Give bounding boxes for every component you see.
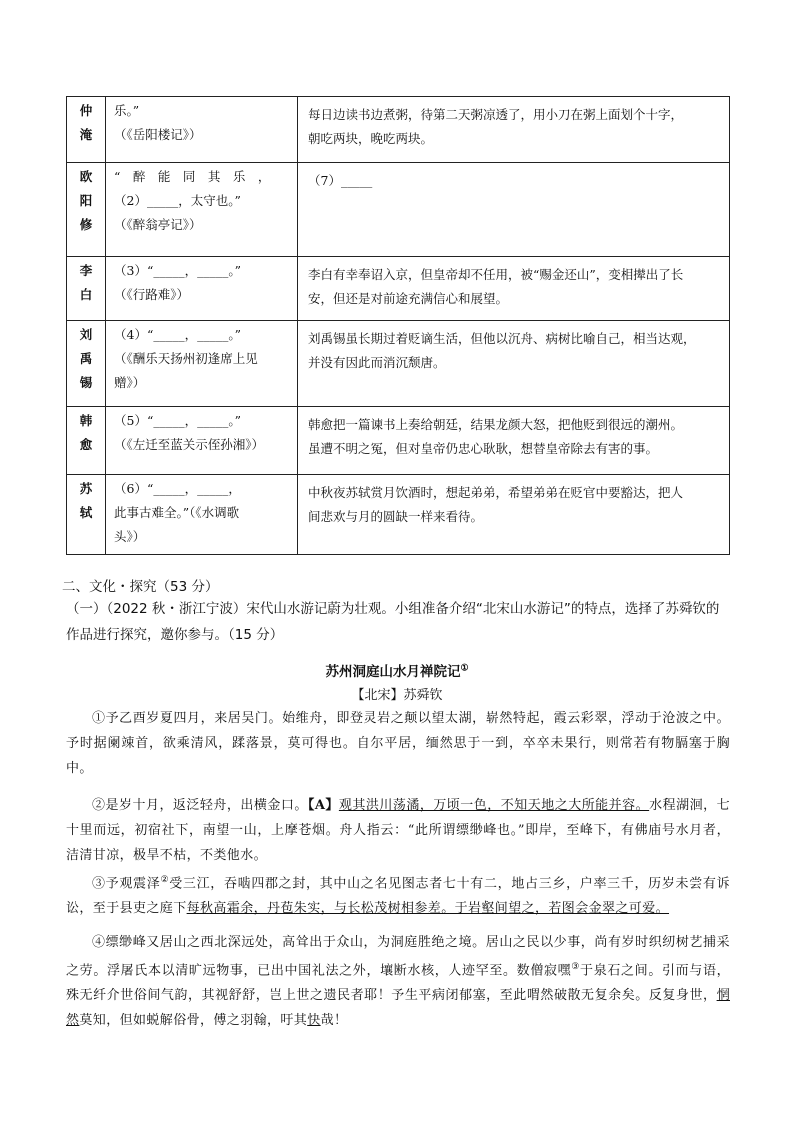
quote-line: （《岳阳楼记》）	[114, 127, 202, 142]
paragraph-text: 莫知，但如蜕解俗骨，傅之羽翰，吁其	[79, 1013, 308, 1029]
quote-line: （3）“_____，_____。”	[114, 263, 241, 278]
footnote-mark: ③	[571, 962, 581, 972]
essay-title-text: 苏州洞庭山水月禅院记	[325, 664, 461, 680]
poet-name-char: 苏	[79, 481, 93, 496]
quote-line: （4）“_____，_____。”	[114, 327, 241, 342]
quote-line: 头》）	[114, 529, 146, 544]
footnote-mark: ②	[160, 875, 170, 885]
table-row	[67, 163, 730, 257]
description-cell	[298, 321, 730, 407]
paragraph-text: ②是岁十月，返泛轻舟，出横金口。	[92, 798, 308, 813]
description-line: 中秋夜苏轼赏月饮酒时，想起弟弟，希望弟弟在贬官中要豁达，把人	[308, 485, 684, 500]
description-line: 并没有因此而消沉颓唐。	[308, 355, 446, 370]
quote-cell	[106, 97, 298, 163]
description-cell	[298, 163, 730, 257]
description-cell	[298, 257, 730, 321]
quote-line: 此事古难全。”（《水调歌	[114, 505, 240, 520]
paragraph-text: 水程湖洄，七十里而远，初宿社下，南望一山，上摩苍烟。舟人指云：“此所谓缥缈峰也。”即岸，至峰下，有佛庙号水月者，洁清甘凉，极旱不枯，不类他水。	[66, 798, 730, 863]
table-row	[67, 321, 730, 407]
poet-name-char: 刘	[79, 327, 93, 342]
table-row	[67, 97, 730, 163]
quote-line: 乐。”	[114, 103, 140, 118]
description-line: 间悲欢与月的圆缺一样来看待。	[308, 509, 484, 524]
poet-name-cell	[67, 475, 106, 555]
quote-cell	[106, 321, 298, 407]
poet-name-char: 愈	[79, 437, 93, 452]
quote-cell	[106, 475, 298, 555]
description-line: 朝吃两块，晚吃两块。	[308, 131, 434, 146]
underlined-sentence-b: 每秋高霜余，丹苞朱实，与长松茂树相参差。于岩壑间望之，若图会金翠之可爱。	[186, 901, 670, 917]
description-line: （7）_____	[308, 173, 373, 188]
essay-author: 【北宋】苏舜钦	[351, 688, 443, 703]
poet-name-char: 轼	[79, 505, 93, 520]
footnote-mark: ①	[460, 663, 469, 674]
quote-cell	[106, 257, 298, 321]
quote-line: （《酬乐天扬州初逢席上见	[114, 351, 258, 366]
poet-name-char: 禹	[79, 351, 93, 366]
poet-name-cell	[67, 407, 106, 475]
intro-paragraph: （一）（2022 秋・浙江宁波）宋代山水游记蔚为壮观。小组准备介绍“北宋山水游记”的特点，选择了苏舜钦的作品进行探究，邀你参与。（15 分）	[66, 601, 720, 643]
section-heading: 二、文化・探究（53 分）	[62, 579, 219, 595]
table-row	[67, 407, 730, 475]
poet-name-char: 白	[79, 287, 93, 302]
quote-line: 赠》）	[114, 375, 146, 390]
description-line: 每日边读书边煮粥，待第二天粥凉透了，用小刀在粥上面划个十字，	[308, 107, 684, 122]
table-row	[67, 257, 730, 321]
poets-table	[66, 96, 730, 555]
poet-name-char: 阳	[79, 193, 93, 208]
description-line: 韩愈把一篇谏书上奏给朝廷，结果龙颜大怒，把他贬到很远的潮州。	[308, 417, 684, 432]
underlined-word: 惘然	[66, 988, 730, 1029]
table-row	[67, 475, 730, 555]
quote-cell	[106, 163, 298, 257]
poet-name-char: 修	[79, 217, 93, 232]
description-cell	[298, 407, 730, 475]
quote-line: （《醉翁亭记》）	[114, 217, 202, 232]
essay-paragraph-3	[66, 868, 730, 921]
essay-paragraph-2	[66, 793, 730, 868]
poet-name-cell	[67, 257, 106, 321]
essay-paragraph-1	[66, 706, 730, 781]
poet-name-char: 仲	[79, 103, 93, 118]
quote-line: （《行路难》）	[114, 287, 190, 302]
quote-line: （5）“_____，_____。”	[114, 413, 241, 428]
underlined-word: 快	[307, 1013, 321, 1029]
quote-line: （2）_____，太守也。”	[114, 193, 241, 208]
poet-name-char: 淹	[79, 127, 93, 142]
description-cell	[298, 97, 730, 163]
annotation-mark-a: 【A】	[307, 798, 339, 813]
essay-paragraph-4	[66, 930, 730, 1033]
underlined-sentence-a: 观其洪川荡潏，万顷一色，不知天地之大所能并容。	[338, 798, 650, 813]
poet-name-char: 韩	[79, 413, 93, 428]
quote-line: “ 醉 能 同 其 乐 ，	[114, 169, 271, 184]
paragraph-text: ④缥缈峰又居山之西北深远处，高耸出于众山，为洞庭胜绝之境。居山之民以少事，尚有岁时织纫树艺捕采之劳。浮屠氏本以清旷远物事，已出中国礼法之外，壤断水核，人迹罕至。数僧寂嘿	[66, 935, 730, 979]
description-cell	[298, 475, 730, 555]
description-line: 刘禹锡虽长期过着贬谪生活，但他以沉舟、病树比喻自己，相当达观，	[308, 331, 696, 346]
paragraph-text: ①予乙酉岁夏四月，来居吴门。始维舟，即登灵岩之颠以望太湖，崭然特起，霞云彩翠，浮动于沧波之中。予时据阑竦首，欲乘清风，蹂落景，莫可得也。自尔平居，缅然思于一到，卒卒未果行，则常若有物膈塞于胸中。	[66, 711, 730, 776]
poet-name-cell	[67, 321, 106, 407]
description-line: 李白有幸奉诏入京，但皇帝却不任用，被“赐金还山”，变相撵出了长	[308, 267, 684, 282]
quote-line: （《左迁至蓝关示侄孙湘》）	[114, 437, 265, 452]
poet-name-char: 锡	[79, 375, 93, 390]
poet-name-char: 欧	[79, 169, 93, 184]
paragraph-text: ③予观震泽	[92, 876, 161, 892]
quote-cell	[106, 407, 298, 475]
description-line: 安，但还是对前途充满信心和展望。	[308, 291, 509, 306]
poet-name-cell	[67, 97, 106, 163]
essay-title	[0, 660, 794, 680]
paragraph-text: 哉！	[320, 1013, 348, 1029]
paragraph-text: 于泉石之间。引而与语，殊无纤介世俗间气韵，其视舒舒，岂上世之遗民者耶！予生平病闭郁塞，至此喟然破散无复余矣。反复身世，	[66, 963, 730, 1004]
quote-line: （6）“_____，_____，	[114, 481, 241, 496]
description-line: 虽遭不明之冤，但对皇帝仍忠心耿耿，想替皇帝除去有害的事。	[308, 441, 659, 456]
poet-name-cell	[67, 163, 106, 257]
paragraph-text: 受三江，吞啮四郡之封，其中山之名见图志者七十有二，地占三乡，户率三千，历岁未尝有诉讼，至于县吏之庭下	[66, 876, 731, 917]
poet-name-char: 李	[79, 263, 93, 278]
